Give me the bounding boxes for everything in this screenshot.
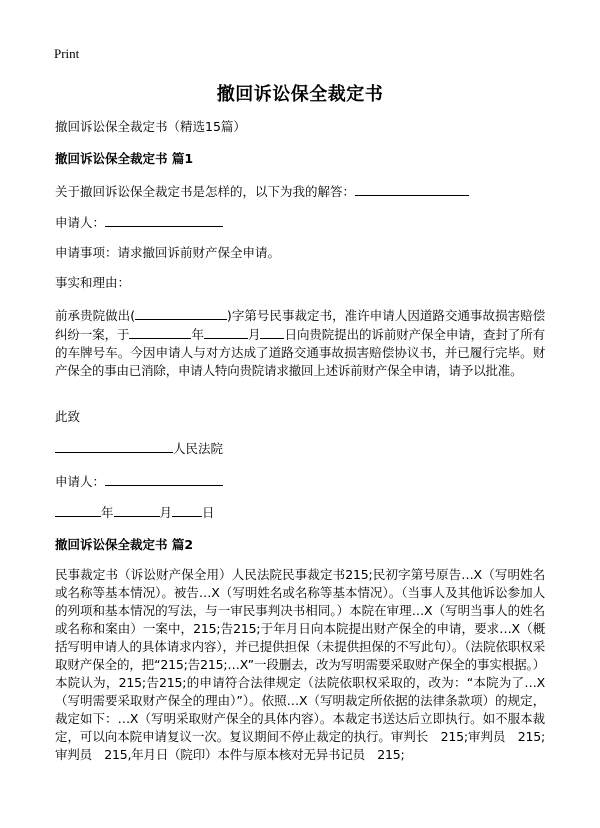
date-year: 年 — [101, 505, 114, 520]
applicant-sign-blank — [105, 472, 223, 486]
facts-year: 年 — [191, 327, 204, 342]
month-blank — [204, 325, 248, 339]
case-number-blank — [135, 306, 227, 320]
section-1-intro — [55, 182, 545, 201]
print-link[interactable]: Print — [54, 46, 80, 61]
date-line — [55, 503, 545, 522]
applicant-label: 申请人： — [55, 215, 106, 230]
applicant-sign-line — [55, 472, 545, 491]
date-month-blank — [114, 503, 160, 517]
year-blank — [129, 325, 191, 339]
court-line — [55, 439, 545, 458]
court-name-blank — [55, 439, 173, 453]
section-2-heading: 撤回诉讼保全裁定书 篇2 — [55, 537, 194, 552]
date-year-blank — [55, 503, 101, 517]
court-suffix: 人民法院 — [173, 441, 224, 456]
section-1-heading: 撤回诉讼保全裁定书 篇1 — [55, 151, 194, 166]
request-text: 申请事项：请求撤回诉前财产保全申请。 — [55, 245, 281, 260]
facts-text-a: 前承贵院做出( — [55, 308, 135, 323]
applicant-line — [55, 213, 545, 232]
facts-label: 事实和理由： — [55, 275, 131, 290]
document-title: 撤回诉讼保全裁定书 — [216, 84, 384, 105]
intro-text: 关于撤回诉讼保全裁定书是怎样的，以下为我的解答： — [55, 184, 356, 199]
facts-text-c: 日向贵院提出的诉前财产保全申请，查封了所有的车牌号车。今因申请人与对方达成了道路交通事故损害赔偿协议书，并已履行完毕。财产保全的事由已消除，申请人特向贵院请求撤回上述诉前财产保全申请，请予以批准。 — [55, 327, 545, 378]
section-2-body: 民事裁定书（诉讼财产保全用）人民法院民事裁定书215;民初字第号原告…X（写明姓名或名称等基本情况）。被告…X（写明姓名或名称等基本情况）。（当事人及其他诉讼参加人的列项和基本情况的写法，与一审民事判决书相同。）本院在审理…X（写明当事人的姓名或名称和案由）一案中，215;告215;于年月日向本院提出财产保全的申请，要求…X（概括写明申请人的具体请求内容），并已提供担保（未提供担保的不写此句）。（法院依职权采取财产保全的，把“215;告215;…X”一段删去，改为写明需要采取财产保全的事实根据。）本院认为，215;告215;的申请符合法律规定（法院依职权采取的，改为：“本院为了…X（写明需要采取财产保全的理由）”）。依照…X（写明裁定所依据的法律条款项）的规定，裁定如下：…X（写明采取财产保全的具体内容）。本裁定书送达后立即执行。如不服本裁定，可以向本院申请复议一次。复议期间不停止裁定的执行。审判长 215;审判员 215;审判员 215,年月日（院印）本件与原本核对无异书记员 215; — [55, 567, 545, 762]
date-day-blank — [172, 503, 202, 517]
closing-text: 此致 — [55, 409, 81, 424]
answer-blank — [355, 182, 469, 196]
facts-text-b: )字第号民事裁定书，准许申请人因道路交通事故损害赔偿纠纷一案，于 — [55, 308, 545, 342]
day-blank — [260, 325, 284, 339]
facts-month: 月 — [247, 327, 261, 342]
date-day: 日 — [202, 505, 215, 520]
date-month: 月 — [159, 505, 173, 520]
applicant-label-2: 申请人： — [55, 474, 106, 489]
facts-paragraph — [55, 306, 545, 380]
document-subtitle: 撤回诉讼保全裁定书（精选15篇） — [55, 119, 246, 134]
applicant-blank — [105, 213, 223, 227]
